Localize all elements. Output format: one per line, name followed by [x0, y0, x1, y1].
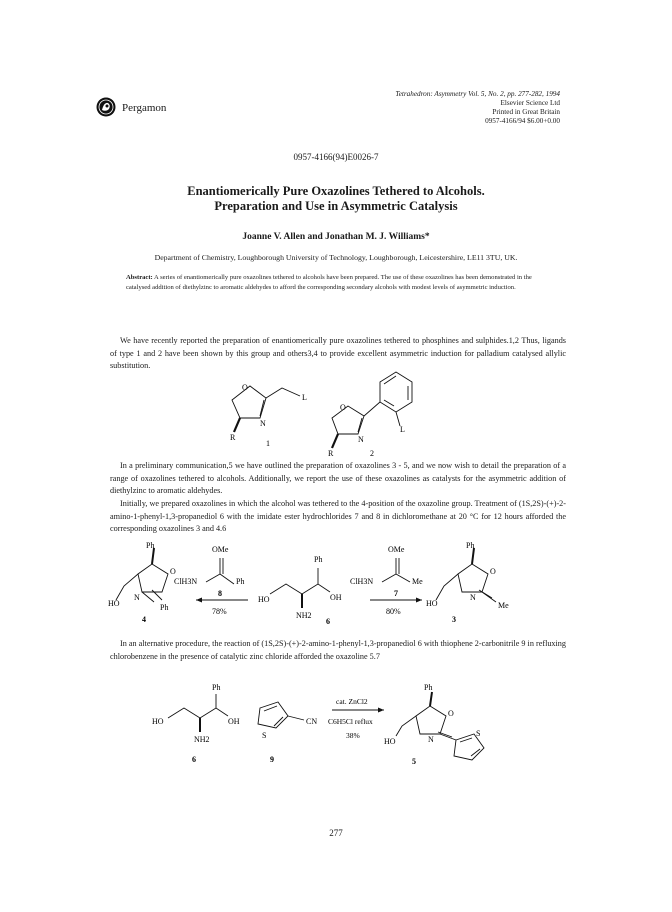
compound-2-label: 2: [370, 449, 374, 458]
s2-n: N: [358, 435, 364, 444]
s9-cn: CN: [306, 717, 318, 726]
yield-left: 78%: [212, 607, 227, 616]
pergamon-logo-icon: [96, 97, 116, 117]
s8-clh3n: ClH3N: [174, 577, 198, 586]
s2-r: R: [328, 449, 334, 458]
compound-5-label: 5: [412, 757, 416, 766]
s3-n: N: [470, 593, 476, 602]
s3b-nh2: NH2: [194, 735, 210, 744]
price-line: 0957-4166/94 $6.00+0.00: [485, 117, 560, 125]
structure-4: [116, 548, 168, 602]
scheme-ligands-1-2: [220, 366, 440, 458]
paragraph-4-text: In an alternative procedure, the reaction of (1S,2S)-(+)-2-amino-1-phenyl-1,3-propanediol 6 with thiophene 2-carbonitrile 9 in refluxing chlorobenzene in the presence of catalytic zinc chloride afforded the oxazoline 5.7: [110, 639, 566, 661]
structure-9: [258, 702, 304, 728]
s6-nh2: NH2: [296, 611, 312, 620]
journal-info: [395, 90, 560, 126]
paragraph-1-text: We have recently reported the preparation of enantiomerically pure oxazolines tethered to phosphines and sulphides.1,2 Thus, ligands of type 1 and 2 have been shown by this group and others3,4 to provide excellent asymmetric induction for palladium catalysed allylic substitution.: [110, 336, 566, 371]
s4-ph2: Ph: [160, 603, 169, 612]
s3b-ho: HO: [152, 717, 164, 726]
title-line-2: Preparation and Use in Asymmetric Catalysis: [214, 199, 458, 213]
printed-line: Printed in Great Britain: [492, 108, 560, 116]
s5-n: N: [428, 735, 434, 744]
s8-ph: Ph: [236, 577, 245, 586]
abstract-label: Abstract:: [126, 274, 153, 281]
page-number: 277: [329, 828, 343, 838]
journal-citation: Tetrahedron: Asymmetry Vol. 5, No. 2, pp. 277-282, 1994: [395, 90, 560, 98]
s3b-ph: Ph: [212, 684, 221, 692]
abstract: [126, 273, 546, 292]
paragraph-3: [110, 498, 566, 536]
reagent-text: cat. ZnCl2: [336, 697, 368, 706]
s6-oh: OH: [330, 593, 342, 602]
paragraph-2: [110, 460, 566, 498]
structure-8: [206, 558, 234, 584]
s8-ome: OMe: [212, 545, 229, 554]
s5-o: O: [448, 709, 454, 718]
s3b-oh: OH: [228, 717, 240, 726]
s1-o: O: [242, 383, 248, 392]
s3-ho: HO: [426, 599, 438, 608]
compound-6b-label: 6: [192, 755, 196, 764]
s5-ph: Ph: [424, 684, 433, 692]
paper-title: [0, 184, 672, 214]
s9-s: S: [262, 731, 267, 740]
s1-r: R: [230, 433, 236, 442]
scheme-oxazolines-3-4: [108, 538, 568, 630]
s2-o: O: [340, 403, 346, 412]
s4-ph: Ph: [146, 541, 155, 550]
structure-3: [436, 548, 496, 602]
yield-right: 80%: [386, 607, 401, 616]
compound-3-label: 3: [452, 615, 456, 624]
structure-7: [382, 558, 410, 582]
s4-ho: HO: [108, 599, 120, 608]
s4-o: O: [170, 567, 176, 576]
s3-ph: Ph: [466, 541, 475, 550]
s5-ho: HO: [384, 737, 396, 746]
s1-n: N: [260, 419, 266, 428]
structure-1: [232, 386, 300, 432]
s2-l: L: [400, 425, 405, 434]
paragraph-2-text: In a preliminary communication,5 we have outlined the preparation of oxazolines 3 - 5, and we now wish to detail the preparation of a range of oxazolines tethered to alcohols. Additionally, we report the use of these oxazolines as catalysts for the asymmetric addition of diethylzinc to aromatic aldehydes.: [110, 461, 566, 496]
s7-me: Me: [412, 577, 423, 586]
s4-n: N: [134, 593, 140, 602]
s7-ome: OMe: [388, 545, 405, 554]
title-line-1: Enantiomerically Pure Oxazolines Tethered to Alcohols.: [187, 184, 485, 198]
yield-text: 38%: [346, 731, 360, 740]
publisher-name: Pergamon: [122, 102, 167, 114]
structure-5: [396, 692, 484, 760]
s7-clh3n: ClH3N: [350, 577, 374, 586]
abstract-text: A series of enantiomerically pure oxazolines tethered to alcohols have been prepared. The use of these oxazolines has been demonstrated in the catalysed addition of diethylzinc to aromatic aldehydes to afford the corresponding secondary alcohols with modest levels of asymmetric induction.: [126, 274, 532, 291]
affiliation: Department of Chemistry, Loughborough University of Technology, Loughborough, Leicestershire, LE11 3TU, UK.: [154, 253, 518, 262]
s5-s: S: [476, 729, 481, 738]
paragraph-3-text: Initially, we prepared oxazolines in which the alcohol was tethered to the 4-position of the oxazoline group. Treatment of (1S,2S)-(+)-2-amino-1-phenyl-1,3-propanediol 6 with the imidate ester hydrochlorides 7 and 8 in dichloromethane at 20 °C for 12 hours afforded the corresponding oxazolines 3 and 4.6: [110, 499, 566, 534]
s6-ph: Ph: [314, 555, 323, 564]
solvent-text: C6H5Cl reflux: [328, 717, 373, 726]
compound-6-label: 6: [326, 617, 330, 626]
s6-ho: HO: [258, 595, 270, 604]
structure-6: [270, 568, 330, 608]
compound-7-label: 7: [394, 589, 398, 598]
compound-4-label: 4: [142, 615, 146, 624]
compound-8-label: 8: [218, 589, 222, 598]
authors: Joanne V. Allen and Jonathan M. J. Williams*: [242, 232, 430, 242]
compound-9-label: 9: [270, 755, 274, 764]
paragraph-4: [110, 638, 566, 663]
publisher-logo: [96, 97, 116, 117]
compound-1-label: 1: [266, 439, 270, 448]
s3-me: Me: [498, 601, 509, 610]
publisher-line: Elsevier Science Ltd: [500, 99, 560, 107]
article-code: 0957-4166(94)E0026-7: [293, 152, 379, 162]
s1-l: L: [302, 393, 307, 402]
s3-o: O: [490, 567, 496, 576]
scheme-oxazoline-5: [140, 684, 540, 780]
structure-6b: [168, 694, 228, 732]
